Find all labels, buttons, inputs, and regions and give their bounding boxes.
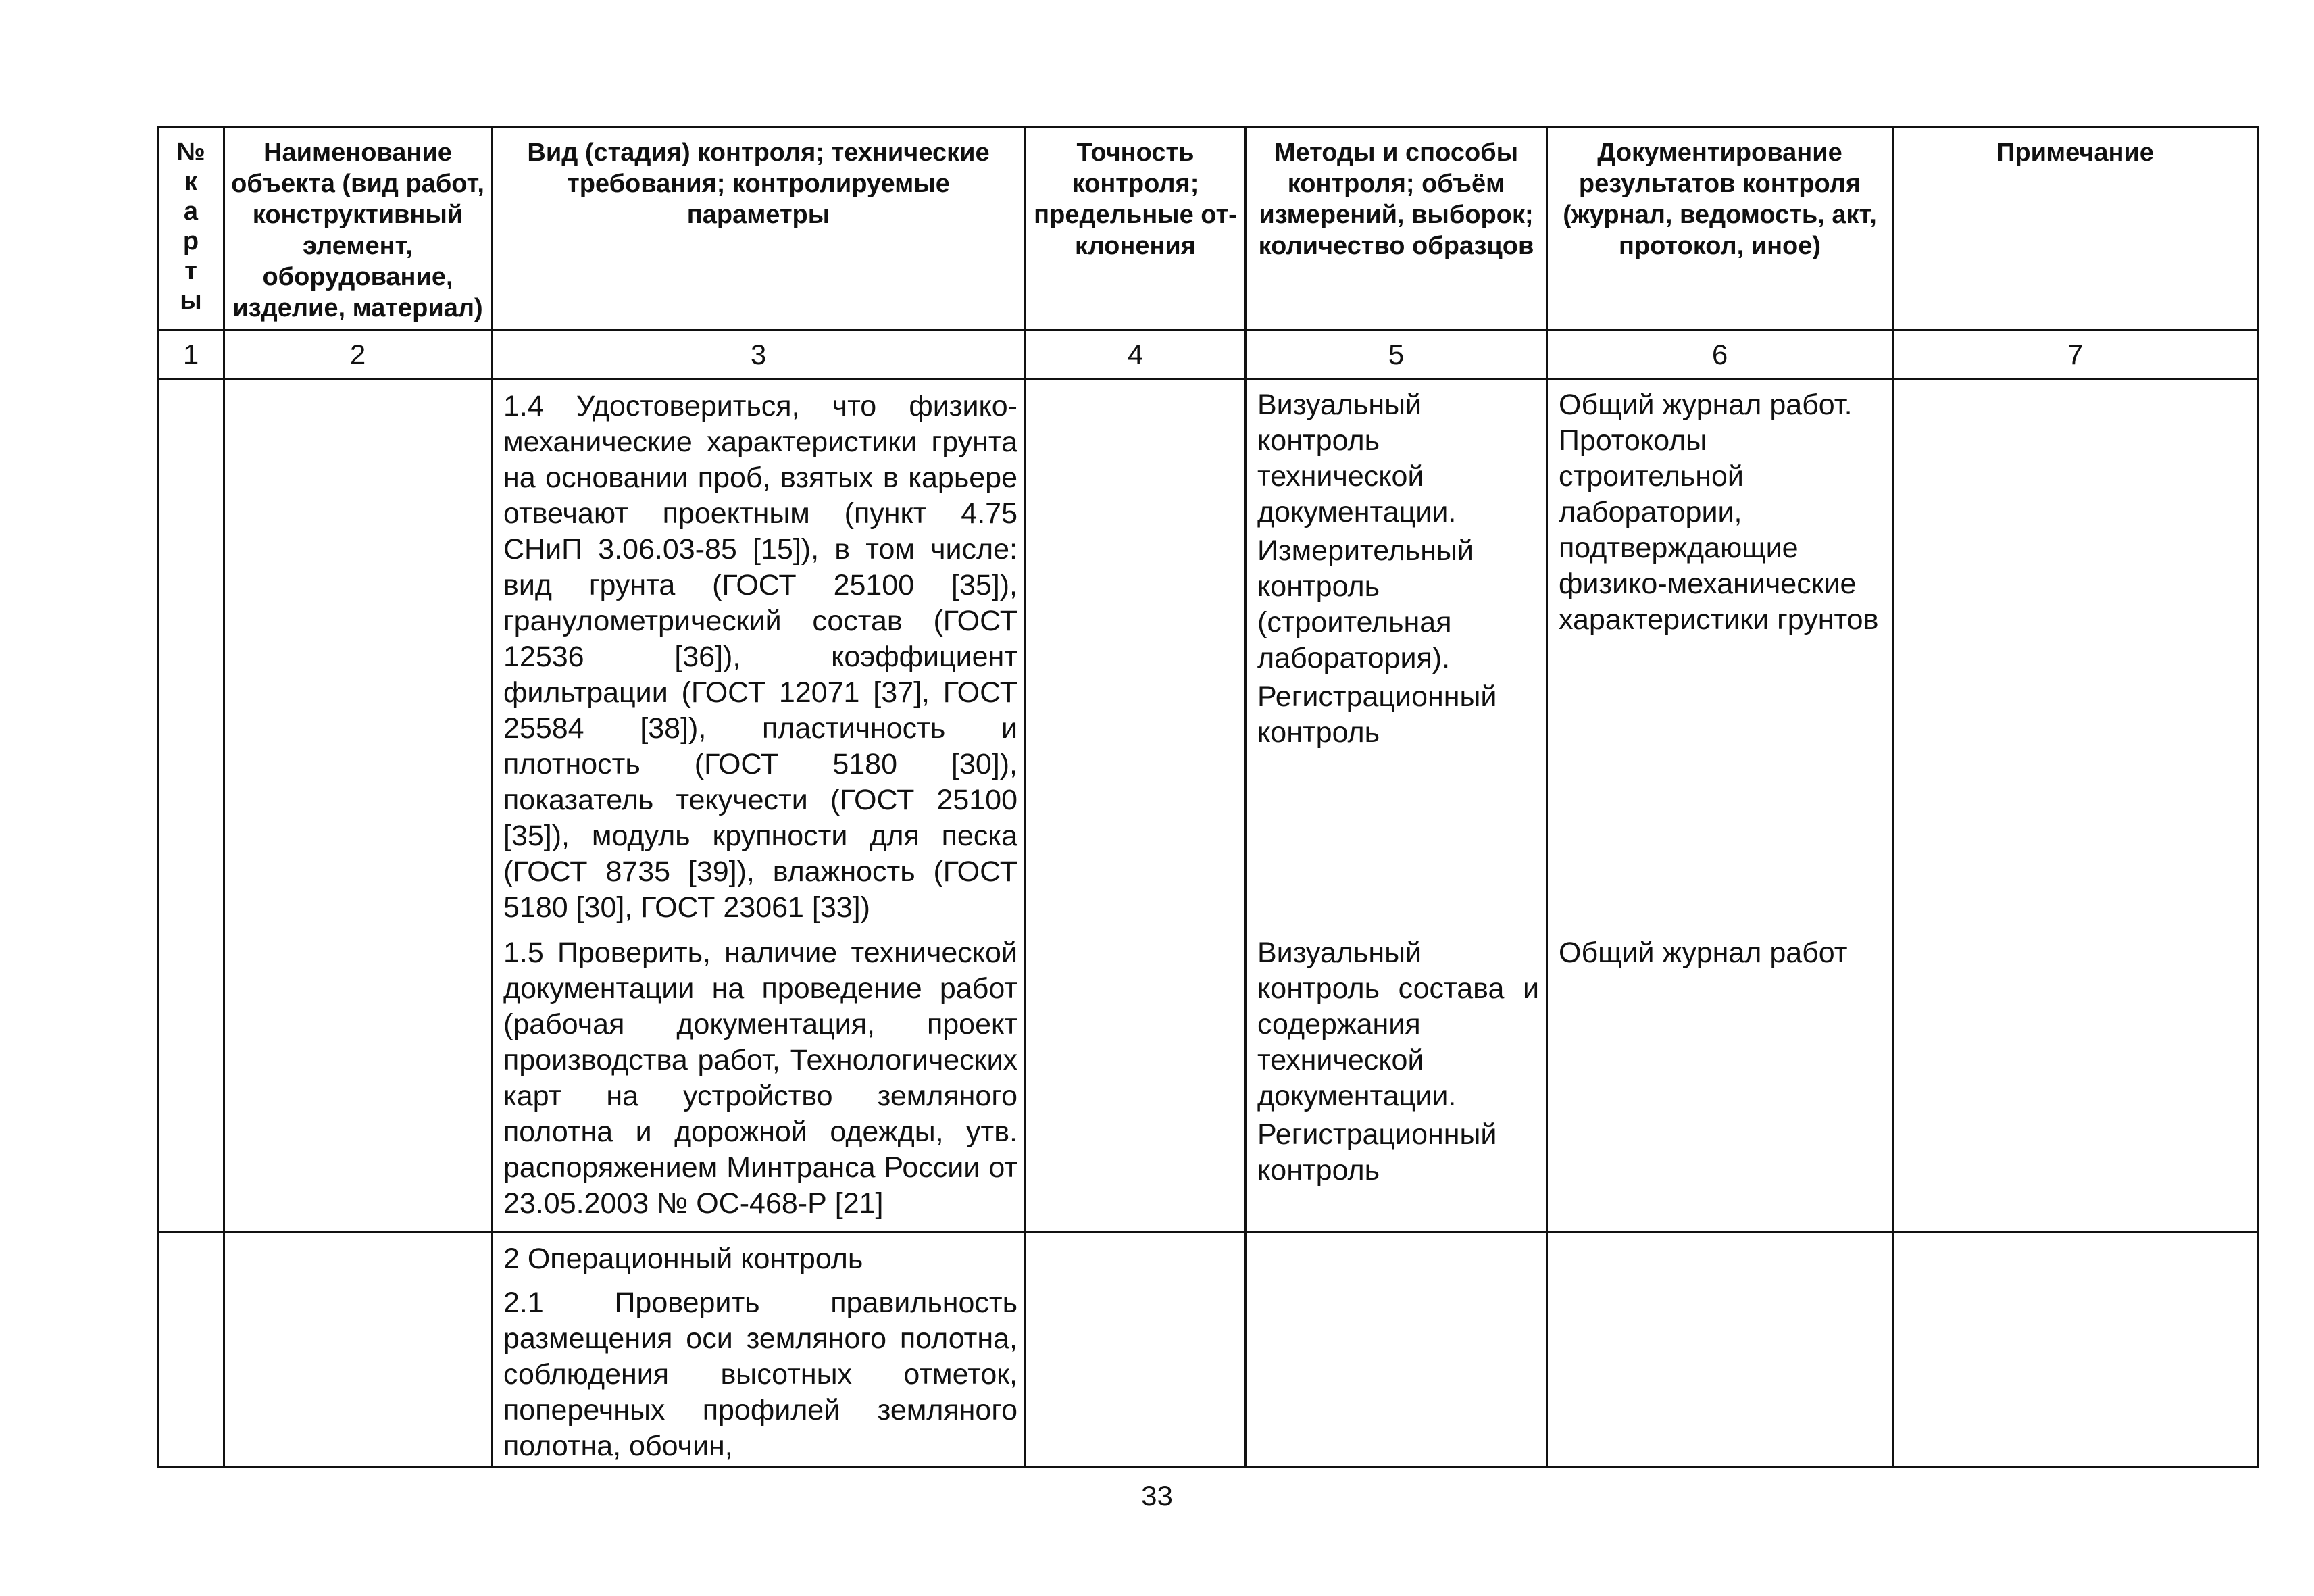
table-row: [158, 935, 2258, 1232]
column-number: 1: [158, 330, 224, 380]
header-control-type: Вид (стадия) контроля; технические требования; контролируемые параметры: [492, 127, 1026, 330]
method-text: Измерительный контроль (строительная лаборатория).: [1257, 534, 1474, 674]
accuracy-cell: [1026, 935, 1246, 1232]
column-number: 5: [1246, 330, 1547, 380]
requirement-text: 1.5 Проверить, наличие технической документации на проведение работ (рабочая документация, проект производства работ, Технологических карт на устройство земляного полотна и дорожной одежды, утв. распоряжением Минтранса России от 23.05.2003 № ОС-468-Р [21]: [503, 937, 1017, 1220]
object-name-cell: [224, 1232, 492, 1467]
requirement-text: 1.4 Удостовериться, что физико-механические характеристики грунта на основании проб, взятых в карьере отвечают проектным (пункт 4.75 СНиП 3.06.03-85 [15]), в том числе: вид грунта (ГОСТ 25100 [35]), гранулометрический состав (ГОСТ 12536 [36]), коэффициент фильтрации (ГОСТ 12071 [37], ГОСТ 25584 [38]), пластичность и плотность (ГОСТ 5180 [30]), показатель текучести (ГОСТ 25100 [35]), модуль крупности для песка (ГОСТ 8735 [39]), влажность (ГОСТ 5180 [30], ГОСТ 23061 [33]): [503, 390, 1017, 924]
accuracy-cell: [1026, 380, 1246, 936]
column-number-row: [158, 330, 2258, 380]
method-text: Визуальный контроль состава и содержания технической документации.: [1257, 937, 1539, 1112]
method-text: Визуальный контроль технической документации.: [1257, 389, 1457, 528]
accuracy-cell: [1026, 1232, 1246, 1467]
header-documentation: Документирование результатов контроля (журнал, ведомость, акт, протокол, иное): [1547, 127, 1893, 330]
documentation-text: Общий журнал работ.: [1559, 389, 1853, 421]
card-number-cell: [158, 935, 224, 1232]
control-table: [157, 126, 2259, 1468]
method-text: Регистрационный контроль: [1257, 1118, 1497, 1187]
column-number: 2: [224, 330, 492, 380]
header-card-number: № к а р т ы: [158, 127, 224, 330]
notes-cell: [1893, 1232, 2258, 1467]
section-heading: 2 Операционный контроль: [503, 1243, 863, 1275]
notes-cell: [1893, 380, 2258, 936]
documentation-cell: [1547, 380, 1893, 936]
header-row: [158, 127, 2258, 330]
card-number-cell: [158, 1232, 224, 1467]
card-number-cell: [158, 380, 224, 936]
header-notes: Примечание: [1893, 127, 2258, 330]
column-number: 7: [1893, 330, 2258, 380]
page-number: 33: [1141, 1480, 1173, 1512]
documentation-cell: [1547, 1232, 1893, 1467]
requirement-cell: [492, 1232, 1026, 1467]
methods-cell: [1246, 380, 1547, 936]
requirement-cell: [492, 380, 1026, 936]
methods-cell: [1246, 1232, 1547, 1467]
table-row: [158, 380, 2258, 936]
documentation-cell: [1547, 935, 1893, 1232]
notes-cell: [1893, 935, 2258, 1232]
methods-cell: [1246, 935, 1547, 1232]
header-methods: Методы и способы контроля; объём измерений, выборок; количество образцов: [1246, 127, 1547, 330]
documentation-text: Общий журнал работ: [1559, 937, 1848, 969]
method-text: Регистрационный контроль: [1257, 680, 1497, 749]
table-row: [158, 1232, 2258, 1467]
header-object-name: Наименование объекта (вид работ, конструктивный элемент, оборудование, изделие, материал): [224, 127, 492, 330]
object-name-cell: [224, 380, 492, 936]
requirement-text: 2.1 Проверить правильность размещения оси земляного полотна, соблюдения высотных отметок, поперечных профилей земляного полотна, обочин,: [503, 1287, 1017, 1462]
column-number: 3: [492, 330, 1026, 380]
header-accuracy: Точность контроля; предельные от-клонения: [1026, 127, 1246, 330]
column-number: 6: [1547, 330, 1893, 380]
documentation-text: Протоколы строительной лаборатории, подтверждающие физико-механические характеристики грунтов: [1559, 424, 1879, 636]
object-name-cell: [224, 935, 492, 1232]
requirement-cell: [492, 935, 1026, 1232]
column-number: 4: [1026, 330, 1246, 380]
